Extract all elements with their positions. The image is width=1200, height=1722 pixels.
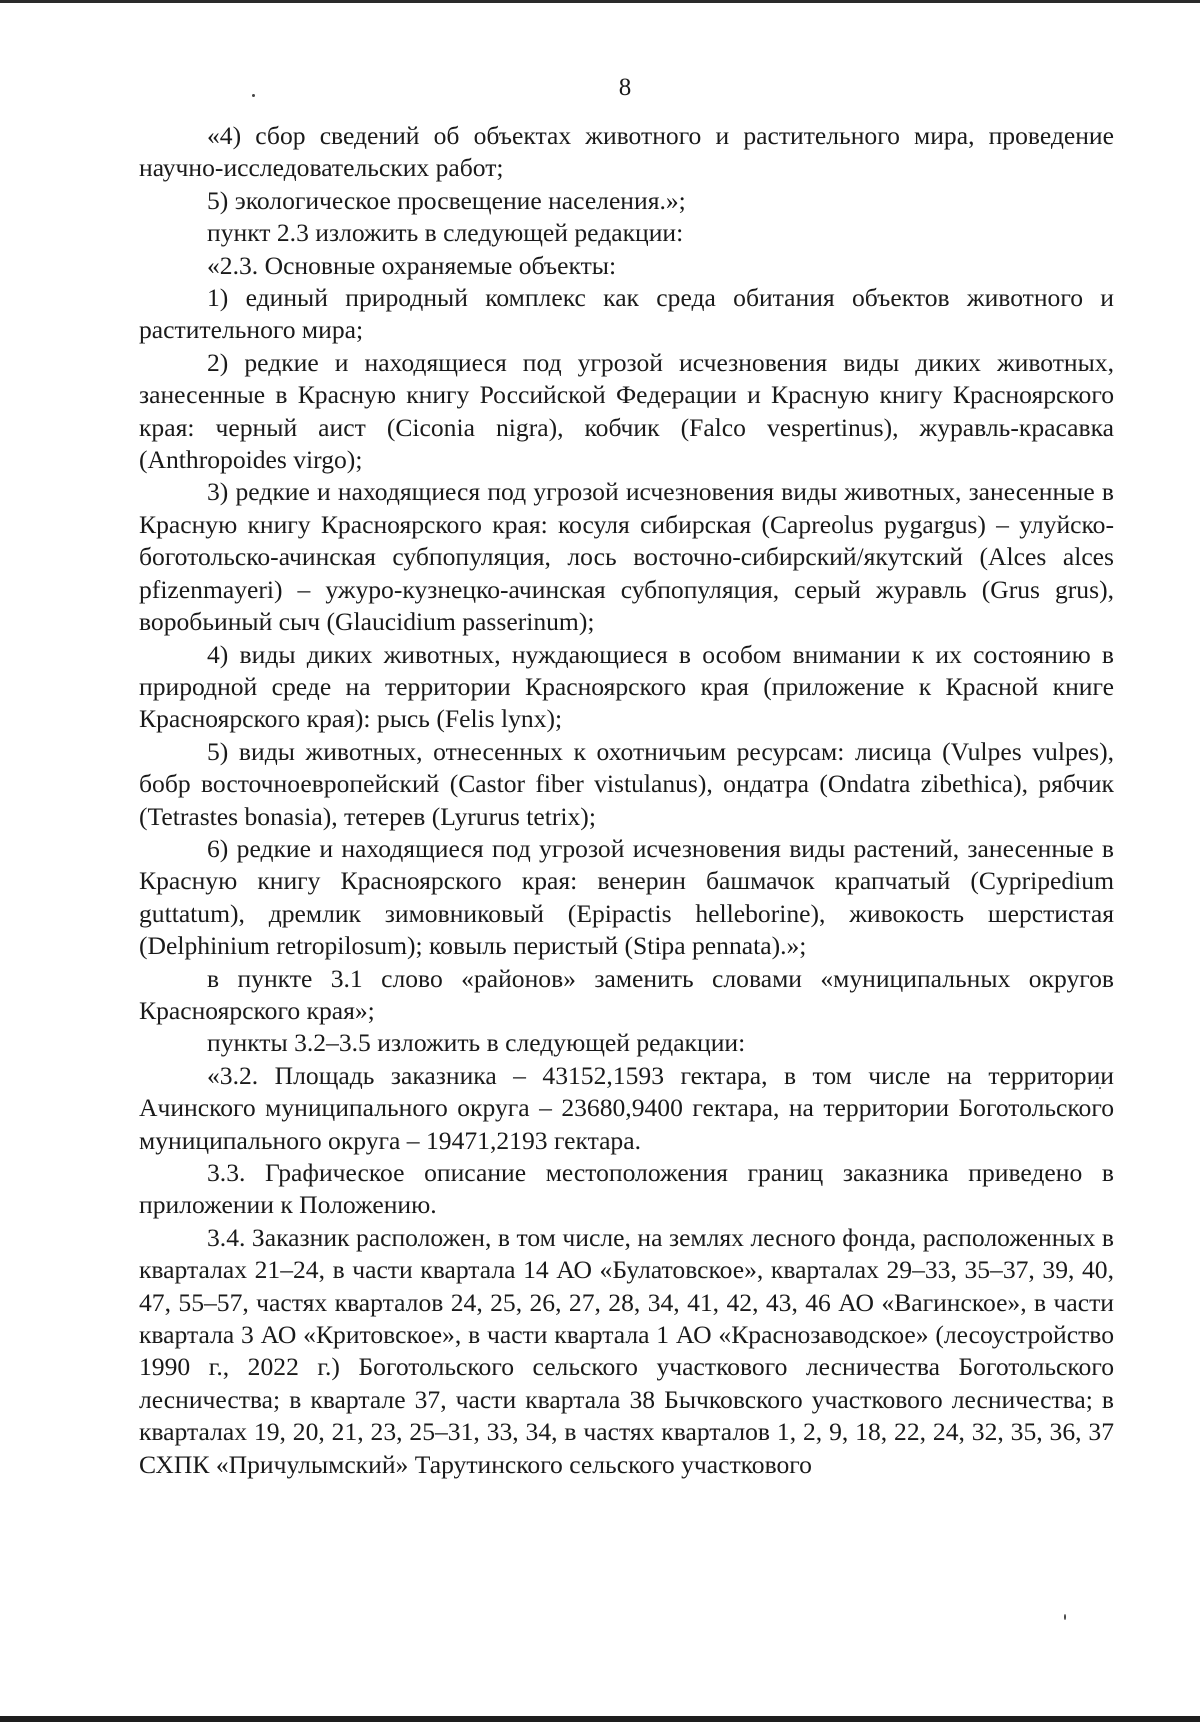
paragraph: 3.4. Заказник расположен, в том числе, на землях лесного фонда, расположенных в кварталах 21–24, в части квартала 14 АО «Булатовское», кварталах 29–33, 35–37, 39, 40, 47, 55–57, частях кварталов 24, 25, 26, 27, 28, 34, 41, 42, 43, 46 АО «Вагинское», в части квартала 3 АО «Критовское», в части квартала 1 АО «Краснозаводское» (лесоустройство 1990 г., 2022 г.) Боготольского сельского участкового лесничества Боготольского лесничества; в квартале 37, части квартала 38 Бычковского участкового лесничества; в кварталах 19, 20, 21, 23, 25–31, 33, 34, в частях кварталов 1, 2, 9, 18, 22, 24, 32, 35, 36, 37 СХПК «Причулымский» Тарутинского сельского участкового <box>139 1222 1114 1479</box>
paragraph: 4) виды диких животных, нуждающиеся в особом внимании к их состоянию в природной среде на территории Красноярского края (приложение к Красной книге Красноярского края): рысь (Felis lynx); <box>139 639 1114 734</box>
paragraph: пункт 2.3 изложить в следующей редакции: <box>207 218 684 248</box>
paragraph: 1) единый природный комплекс как среда обитания объектов животного и растительного мира; <box>139 283 1114 345</box>
document-body <box>139 120 1114 1481</box>
paragraph: «3.2. Площадь заказника – 43152,1593 гектара, в том числе на территории Ачинского муниципального округа – 23680,9400 гектара, на территории Боготольского муниципального округа – 19471,2193 гектара. <box>139 1060 1114 1155</box>
paragraph: «4) сбор сведений об объектах животного и растительного мира, проведение научно-исследовательских работ; <box>139 121 1114 183</box>
scan-top-edge <box>0 0 1200 3</box>
paragraph: пункты 3.2–3.5 изложить в следующей редакции: <box>207 1028 746 1058</box>
scan-bottom-edge <box>0 1716 1200 1722</box>
paragraph: 5) экологическое просвещение населения.»; <box>207 185 686 215</box>
scan-speck <box>1064 1614 1066 1620</box>
paragraph: 6) редкие и находящиеся под угрозой исчезновения виды растений, занесенные в Красную книгу Красноярского края: венерин башмачок крапчатый (Cypripedium guttatum), дремлик зимовниковый (Epipactis helleborine), живокость шерстистая (Delphinium retropilosum); ковыль перистый (Stipa pennata).»; <box>139 833 1114 961</box>
paragraph: 2) редкие и находящиеся под угрозой исчезновения виды диких животных, занесенные в Красную книгу Российской Федерации и Красную книгу Красноярского края: черный аист (Ciconia nigra), кобчик (Falco vespertinus), журавль-красавка (Anthropoides virgo); <box>139 347 1114 475</box>
paragraph: «2.3. Основные охраняемые объекты: <box>207 250 617 280</box>
paragraph: 3.3. Графическое описание местоположения границ заказника приведено в приложении к Положению. <box>139 1158 1114 1220</box>
paragraph: 3) редкие и находящиеся под угрозой исчезновения виды животных, занесенные в Красную книгу Красноярского края: косуля сибирская (Capreolus pygargus) – улуйско-боготольско-ачинская субпопуляция, лось восточно-сибирский/якутский (Alces alces pfizenmayeri) – ужуро-кузнецко-ачинская субпопуляция, серый журавль (Grus grus), воробьиный сыч (Glaucidium passerinum); <box>139 477 1114 637</box>
paragraph: в пункте 3.1 слово «районов» заменить словами «муниципальных округов Красноярского края»; <box>139 963 1114 1025</box>
paragraph: 5) виды животных, отнесенных к охотничьим ресурсам: лисица (Vulpes vulpes), бобр восточноевропейский (Castor fiber vistulanus), ондатра (Ondatra zibethica), рябчик (Tetrastes bonasia), тетерев (Lyrurus tetrix); <box>139 736 1114 831</box>
page-number: 8 <box>618 74 632 101</box>
